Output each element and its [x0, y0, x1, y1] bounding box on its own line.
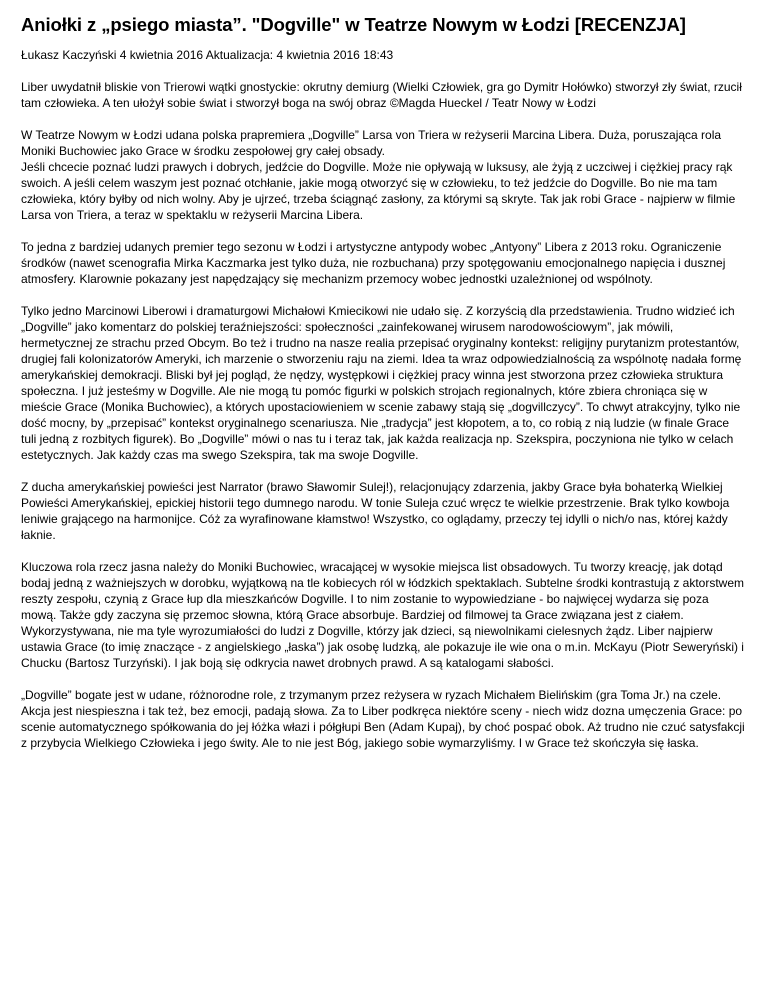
- paragraph-1-intro: W Teatrze Nowym w Łodzi udana polska prapremiera „Dogville” Larsa von Triera w reżyserii Marcina Libera. Duża, poruszająca rola Moniki Buchowiec jako Grace w środku zespołowej gry całej obsady.: [21, 128, 722, 158]
- paragraph-4: Z ducha amerykańskiej powieści jest Narrator (brawo Sławomir Sulej!), relacjonujący zdarzenia, jakby Grace była bohaterką Wielkiej Powieści Amerykańskiej, epickiej historii tego dumnego narodu. W tonie Suleja czuć wręcz te wielkie przestrzenie. Brak tylko kowboja leniwie grającego na harmonijce. Cóż za wyrafinowane kłamstwo! Wszystko, co oglądamy, przeczy tej idylli o nich/o nas, której każdy łaknie.: [21, 480, 730, 542]
- paragraph-1-body: Jeśli chcecie poznać ludzi prawych i dobrych, jedźcie do Dogville. Może nie opływają w luksusy, ale żyją z uczciwej i ciężkiej pracy rąk swoich. A jeśli celem waszym jest poznać otchłanie, jakie mogą otworzyć się w człowieku, to też jedźcie do Dogville. Bo nie ma tam człowieka, który byłby od nich wolny. Aby je ujrzeć, trzeba ściągnąć zasłony, za którymi są skryte. Tak jak robi Grace - najpierw w filmie Larsa von Triera, a teraz w spektaklu w reżyserii Marcina Libera.: [21, 160, 736, 222]
- article-lead: Liber uwydatnił bliskie von Trierowi wątki gnostyckie: okrutny demiurg (Wielki Człowiek, gra go Dymitr Hołówko) stworzył zły świat, rzucił tam człowieka. A ten ułożył sobie świat i stworzył boga na swój obraz ©Magda Hueckel / Teatr Nowy w Łodzi: [21, 80, 742, 110]
- article-title: Aniołki z „psiego miasta”. "Dogville" w Teatrze Nowym w Łodzi [RECENZJA]: [21, 14, 686, 35]
- paragraph-6: „Dogville” bogate jest w udane, różnorodne role, z trzymanym przez reżysera w ryzach Michałem Bielińskim (gra Toma Jr.) na czele. Akcja jest niespieszna i tak też, bez emocji, padają słowa. Za to Liber podkręca niektóre sceny - niech widz dozna umęczenia Grace: po scenie automatycznego spółkowania do jej łóżka włazi i półgłupi Ben (Adam Kupaj), by choć pospać obok. Aż trudno nie czuć satysfakcji z przybycia Wielkiego Człowieka i jego świty. Ale to nie jest Bóg, jakiego sobie wymarzyliśmy. I w Grace też skończyła się łaska.: [21, 688, 745, 750]
- paragraph-5: Kluczowa rola rzecz jasna należy do Moniki Buchowiec, wracającej w wysokie miejsca list obsadowych. Tu tworzy kreację, jak dotąd bodaj jedną z ważniejszych w dorobku, wyjątkową na tle kobiecych ról w łódzkich spektaklach. Subtelne środki kontrastują z aktorstwem reszty zespołu, czynią z Grace łup dla mieszkańców Dogville. I to nim zostanie to wypowiedziane - bo najwięcej wydarza się poza mową. Także gdy zaczyna się przemoc słowna, którą Grace absorbuje. Bardziej od filmowej ta Grace związana jest z ciałem. Wykorzystywana, nie ma tyle wyrozumiałości do ludzi z Dogville, którzy jak dzieci, są niewolnikami cielesnych żądz. Liber najpierw ustawia Grace (to imię znaczące - z angielskiego „łaska”) jak osobę ludzką, ale pokazuje ile wie ona o m.in. McKayu (Piotr Seweryński) i Chucku (Bartosz Turzyński). I jak boją się odkrycia nawet drobnych prawd. A są katalogami słabości.: [21, 560, 745, 670]
- paragraph-3: Tylko jedno Marcinowi Liberowi i dramaturgowi Michałowi Kmiecikowi nie udało się. Z korzyścią dla przedstawienia. Trudno widzieć ich „Dogville” jako komentarz do polskiej teraźniejszości: społeczności „zainfekowanej wirusem narodowościowym”, jak mówili, hermetycznej ze strachu przed Obcym. Bo też i trudno na nasze realia przepisać oryginalny kontekst: religijny purytanizm protestantów, drugiej fali kolonizatorów Ameryki, ich marzenie o stworzeniu raju na ziemi. Idea ta wraz odpowiedzialnością za wspólnotę nadała formę amerykańskiej demokracji. Bliski był jej pogląd, że nędzy, występkowi i ciężkiej pracy winna jest stworzona przez człowieka struktura społeczna. I już jesteśmy w Dogville. Ale nie mogą tu pomóc figurki w polskich strojach regionalnych, które zbiera chroniąca się w mieście Grace (Monika Buchowiec), a których upostaciowieniem w scenie zabawy stają się „dogvillczycy”. To chwyt atrakcyjny, tylko nie dość mocny, by „przepisać” kontekst oryginalnego scenariusza. Nie „tradycja” jest kłopotem, a to, co robią z nią ludzie (w finale Grace tuli jedną z rozbitych figurek). Bo „Dogville” mówi o nas tu i teraz tak, jak każda realizacja np. Szekspira, poczyniona nie tylko w celach estetycznych. Jak każdy czas ma swego Szekspira, tak ma swoje Dogville.: [21, 304, 742, 462]
- article-byline: Łukasz Kaczyński 4 kwietnia 2016 Aktualizacja: 4 kwietnia 2016 18:43: [21, 48, 394, 62]
- paragraph-1: [21, 127, 747, 223]
- paragraph-2: To jedna z bardziej udanych premier tego sezonu w Łodzi i artystyczne antypody wobec „Antyony” Libera z 2013 roku. Ograniczenie środków (nawet scenografia Mirka Kaczmarka jest tylko duża, nie rozbuchana) przy spotęgowaniu emocjonalnego napięcia i dusznej atmosfery. Klarownie pokazany jest napędzający się mechanizm przemocy wobec jednostki uzależnionej od wspólnoty.: [21, 240, 726, 286]
